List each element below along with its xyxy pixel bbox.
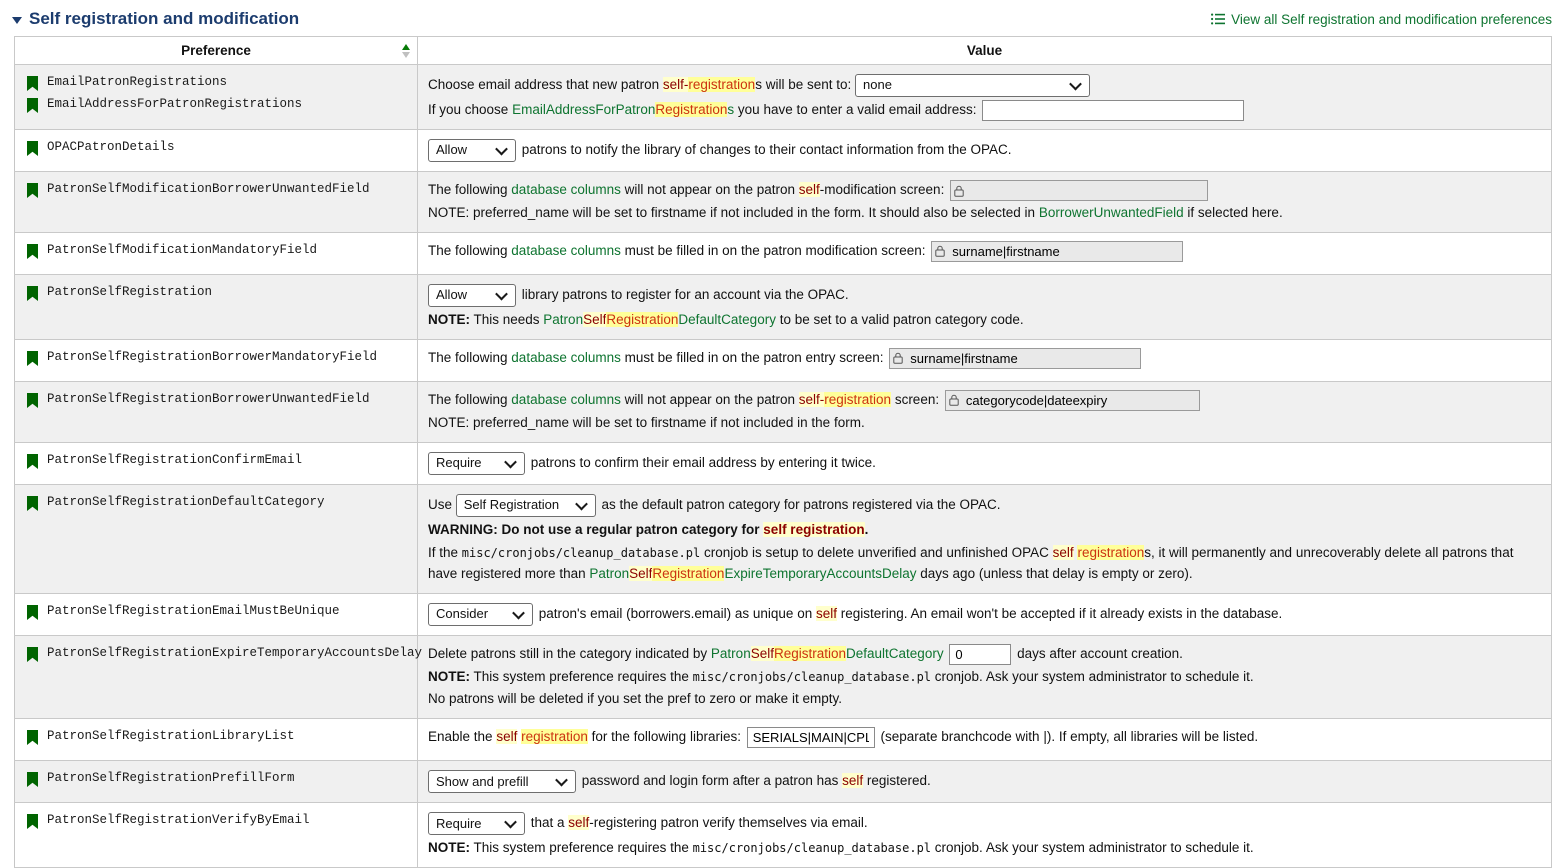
- preference-entry: [27, 813, 411, 832]
- select-value: Consider: [436, 605, 489, 621]
- value-line: Consider patron's email (borrowers.email) as unique on self registering. An email won't be accepted if it already exists in the database.: [428, 602, 1541, 627]
- preference-entry: [27, 729, 411, 748]
- preference-cell: [15, 484, 418, 593]
- value-cell: [418, 635, 1552, 719]
- locked-input-wrap: [943, 390, 1202, 411]
- column-header-value: [418, 37, 1552, 65]
- preference-cell: [15, 339, 418, 381]
- highlighted-term: Registration: [606, 311, 679, 327]
- bookmark-icon[interactable]: [27, 183, 38, 201]
- value-line: Enable the self registration for the following libraries: SERIALS|MAIN|CPL (separate branchcode with |). If empty, all libraries will be listed.: [428, 727, 1541, 748]
- preference-link[interactable]: Patron: [710, 645, 751, 661]
- preference-cell: [15, 719, 418, 761]
- section-title[interactable]: [12, 9, 299, 29]
- table-row: [15, 232, 1552, 274]
- value-line: Use Self Registration as the default patron category for patrons registered via the OPAC.: [428, 493, 1541, 518]
- value-line: Allow patrons to notify the library of changes to their contact information from the OPAC.: [428, 138, 1541, 163]
- locked-input-wrap: [929, 241, 1185, 262]
- value-cell: [418, 442, 1552, 484]
- preference-entry: [27, 604, 411, 623]
- value-select[interactable]: [428, 284, 516, 307]
- bold-text: NOTE:: [428, 311, 470, 327]
- table-row: [15, 803, 1552, 868]
- bookmark-icon[interactable]: [27, 244, 38, 262]
- preference-link[interactable]: Patron: [589, 565, 630, 581]
- view-all-link[interactable]: [1211, 12, 1552, 27]
- preference-name: PatronSelfModificationBorrowerUnwantedField: [47, 182, 370, 196]
- column-header-preference[interactable]: [15, 37, 418, 65]
- preference-entry: [27, 495, 411, 514]
- sort-control[interactable]: [402, 44, 410, 58]
- preference-cell: [15, 803, 418, 868]
- value-line: NOTE: This system preference requires the misc/cronjobs/cleanup_database.pl cronjob. Ask your system administrator to schedule it.: [428, 840, 1254, 856]
- table-row: [15, 65, 1552, 130]
- sort-asc-icon: [402, 44, 410, 50]
- value-line: Require patrons to confirm their email address by entering it twice.: [428, 451, 1541, 476]
- select-value: Show and prefill: [436, 773, 529, 789]
- preference-entry: [27, 75, 411, 94]
- value-cell: [418, 761, 1552, 803]
- value-line: No patrons will be deleted if you set the pref to zero or make it empty.: [428, 691, 842, 707]
- preference-entry: [27, 350, 411, 369]
- table-row: [15, 339, 1552, 381]
- value-line: The following database columns will not appear on the patron self-modification screen:: [428, 180, 1541, 201]
- preference-cell: [15, 274, 418, 339]
- highlighted-term: Registration: [655, 102, 728, 118]
- value-cell: [418, 484, 1552, 593]
- table-row: [15, 719, 1552, 761]
- bookmark-icon[interactable]: [27, 351, 38, 369]
- bold-text: .: [864, 521, 869, 537]
- highlighted-term: registration: [521, 729, 588, 745]
- locked-input-wrap: [887, 348, 1143, 369]
- value-select[interactable]: [428, 139, 516, 162]
- preference-name: PatronSelfRegistrationBorrowerUnwantedField: [47, 391, 370, 406]
- section-header-bar: [0, 0, 1566, 36]
- value-line: If you choose EmailAddressForPatronRegistrations you have to enter a valid email address:: [428, 100, 1541, 121]
- value-line: The following database columns must be filled in on the patron entry screen: surname|firstname: [428, 348, 1541, 369]
- preferences-table: [14, 36, 1552, 868]
- bookmark-icon[interactable]: [27, 76, 38, 94]
- value-input[interactable]: [982, 100, 1244, 121]
- highlighted-term: self: [798, 182, 820, 198]
- highlighted-term: Registration: [773, 645, 847, 661]
- preference-name: EmailAddressForPatronRegistrations: [47, 97, 303, 111]
- highlighted-term: registration: [1077, 544, 1145, 560]
- view-all-label: View all Self registration and modification preferences: [1231, 11, 1552, 27]
- preference-name: PatronSelfRegistrationDefaultCategory: [47, 494, 325, 509]
- bookmark-icon[interactable]: [27, 454, 38, 472]
- value-line: If the misc/cronjobs/cleanup_database.pl cronjob is setup to delete unverified and unfinished OPAC self registrations, it will permanently and unrecoverably delete all patrons that have registered more than PatronSelfRegistrationExpireTemporaryAccountsDelay days ago (unless that delay is empty or zero).: [428, 544, 1514, 581]
- value-line: The following database columns must be filled in on the patron modification screen: surname|firstname: [428, 241, 1541, 262]
- column-header-preference-label: Preference: [181, 43, 251, 58]
- highlighted-term: Registration: [652, 565, 725, 581]
- bookmark-icon[interactable]: [27, 647, 38, 665]
- preference-link[interactable]: database columns: [511, 349, 621, 365]
- value-cell: [418, 593, 1552, 635]
- preference-link[interactable]: EmailAddressForPatron: [512, 102, 656, 118]
- chevron-down-icon: [504, 816, 517, 829]
- highlighted-term: self: [568, 815, 590, 831]
- value-select[interactable]: [855, 74, 1090, 97]
- highlighted-term: self: [842, 773, 864, 789]
- select-value: Require: [436, 815, 482, 831]
- bookmark-icon[interactable]: [27, 814, 38, 832]
- table-row: [15, 442, 1552, 484]
- preference-cell: [15, 232, 418, 274]
- list-icon: [1211, 13, 1225, 25]
- select-value: Allow: [436, 287, 468, 303]
- highlighted-term: Self: [750, 645, 774, 661]
- highlighted-term: registration: [688, 77, 756, 93]
- value-line: NOTE: preferred_name will be set to firstname if not included in the form. It should also be selected in BorrowerUnwantedField if selected here.: [428, 205, 1283, 220]
- preference-entry: [27, 243, 411, 262]
- value-select[interactable]: [428, 452, 525, 475]
- column-header-value-label: Value: [966, 43, 1003, 58]
- value-select[interactable]: [428, 770, 576, 793]
- preference-entry: [27, 392, 411, 411]
- preference-name: OPACPatronDetails: [47, 140, 175, 154]
- preference-link[interactable]: s: [727, 102, 735, 118]
- bookmark-icon[interactable]: [27, 286, 38, 304]
- highlighted-term: Self: [583, 311, 607, 327]
- preference-link[interactable]: ExpireTemporaryAccountsDelay: [724, 565, 917, 581]
- section-title-label: Self registration and modification: [29, 9, 300, 28]
- sort-desc-icon: [402, 52, 410, 58]
- preference-entry: [27, 97, 411, 116]
- chevron-down-icon: [555, 774, 568, 787]
- bookmark-icon[interactable]: [27, 605, 38, 623]
- preference-cell: [15, 761, 418, 803]
- preference-name: PatronSelfRegistrationVerifyByEmail: [47, 813, 310, 828]
- value-line: Choose email address that new patron self-registrations will be sent to: none: [428, 73, 1541, 98]
- code-text: misc/cronjobs/cleanup_database.pl: [692, 669, 932, 684]
- table-row: [15, 635, 1552, 719]
- bold-text: WARNING: Do not use a regular patron category for: [428, 521, 764, 537]
- value-cell: [418, 172, 1552, 233]
- chevron-down-icon: [495, 288, 508, 301]
- table-row: [15, 484, 1552, 593]
- bookmark-icon[interactable]: [27, 98, 38, 116]
- preference-link[interactable]: BorrowerUnwantedField: [1038, 205, 1184, 220]
- table-row: [15, 172, 1552, 233]
- preference-name: PatronSelfModificationMandatoryField: [47, 242, 318, 257]
- value-select[interactable]: [456, 494, 596, 517]
- value-cell: [418, 381, 1552, 442]
- preference-entry: [27, 771, 411, 790]
- chevron-down-icon: [1069, 78, 1082, 91]
- preference-name: PatronSelfRegistrationEmailMustBeUnique: [47, 603, 340, 618]
- preference-name: PatronSelfRegistrationExpireTemporaryAccountsDelay: [47, 645, 423, 660]
- preference-cell: [15, 381, 418, 442]
- preference-cell: [15, 635, 423, 719]
- preference-cell: [15, 130, 418, 172]
- value-line: [428, 520, 1541, 541]
- value-line: Allow library patrons to register for an account via the OPAC.: [428, 283, 1541, 308]
- preference-link[interactable]: database columns: [511, 182, 621, 198]
- value-input[interactable]: [950, 180, 1208, 201]
- highlighted-term: self-: [662, 77, 689, 93]
- preference-link[interactable]: Patron: [543, 311, 584, 327]
- preference-entry: [27, 140, 411, 159]
- value-input[interactable]: [889, 348, 1141, 369]
- bookmark-icon[interactable]: [27, 772, 38, 790]
- bold-text: NOTE:: [428, 668, 470, 684]
- preference-link[interactable]: database columns: [511, 242, 621, 258]
- preference-name: EmailPatronRegistrations: [47, 75, 228, 89]
- preference-cell: [15, 172, 418, 233]
- preference-link[interactable]: DefaultCategory: [846, 645, 944, 661]
- value-line: Delete patrons still in the category indicated by PatronSelfRegistrationDefaultCategory 0 days after account creation.: [428, 644, 1541, 665]
- highlighted-term: self: [496, 729, 518, 745]
- preference-entry: [27, 645, 423, 665]
- value-cell: [418, 803, 1552, 868]
- bookmark-icon[interactable]: [27, 496, 38, 514]
- code-text: misc/cronjobs/cleanup_database.pl: [461, 545, 701, 560]
- preference-entry: [27, 182, 411, 201]
- bold-text: NOTE:: [428, 840, 470, 856]
- preference-name: PatronSelfRegistrationConfirmEmail: [47, 452, 303, 467]
- value-cell: [418, 274, 1552, 339]
- value-line: NOTE: This needs PatronSelfRegistrationDefaultCategory to be set to a valid patron category code.: [428, 311, 1024, 327]
- table-row: [15, 381, 1552, 442]
- value-line: NOTE: preferred_name will be set to firstname if not included in the form.: [428, 414, 865, 430]
- table-row: [15, 274, 1552, 339]
- preference-entry: [27, 285, 411, 304]
- chevron-down-icon: [504, 455, 517, 468]
- prefs-table-body: [15, 65, 1552, 868]
- select-value: Require: [436, 455, 482, 471]
- preference-cell: [15, 593, 418, 635]
- value-cell: [418, 232, 1552, 274]
- value-line: Require that a self-registering patron verify themselves via email.: [428, 811, 1541, 836]
- highlighted-term: self: [815, 605, 837, 621]
- value-cell: [418, 130, 1552, 172]
- highlighted-term: Self: [629, 565, 653, 581]
- preference-name: PatronSelfRegistration: [47, 284, 213, 299]
- highlighted-term: self-: [798, 391, 825, 407]
- table-header-row: [15, 37, 1552, 65]
- locked-input-wrap: [948, 180, 1210, 201]
- chevron-down-icon: [512, 606, 525, 619]
- value-select[interactable]: [428, 603, 533, 626]
- table-row: [15, 593, 1552, 635]
- chevron-down-icon: [575, 497, 588, 510]
- value-cell: [418, 339, 1552, 381]
- bookmark-icon[interactable]: [27, 730, 38, 748]
- preference-cell: [15, 65, 418, 130]
- select-value: Allow: [436, 142, 468, 158]
- highlighted-term: registration: [824, 391, 892, 407]
- value-cell: [418, 719, 1552, 761]
- collapse-caret-icon[interactable]: [12, 17, 22, 24]
- preference-name: PatronSelfRegistrationBorrowerMandatoryField: [47, 349, 378, 364]
- value-input[interactable]: [931, 241, 1183, 262]
- code-text: misc/cronjobs/cleanup_database.pl: [692, 841, 932, 856]
- value-line: Show and prefill password and login form after a patron has self registered.: [428, 769, 1541, 794]
- preference-name: PatronSelfRegistrationPrefillForm: [47, 771, 295, 786]
- highlighted-term: self: [1052, 544, 1074, 560]
- highlighted-term: self registration: [763, 521, 865, 537]
- preference-name: PatronSelfRegistrationLibraryList: [47, 729, 295, 744]
- value-input[interactable]: [747, 727, 875, 748]
- preference-link[interactable]: DefaultCategory: [678, 311, 776, 327]
- chevron-down-icon: [495, 143, 508, 156]
- preference-cell: [15, 442, 418, 484]
- select-value: Self Registration: [463, 497, 560, 513]
- value-select[interactable]: [428, 812, 525, 835]
- table-row: [15, 761, 1552, 803]
- preference-entry: [27, 453, 411, 472]
- preference-link[interactable]: database columns: [511, 391, 621, 407]
- value-input[interactable]: [945, 390, 1200, 411]
- bookmark-icon[interactable]: [27, 141, 38, 159]
- table-row: [15, 130, 1552, 172]
- value-cell: [418, 65, 1552, 130]
- value-input[interactable]: [949, 644, 1011, 665]
- value-line: NOTE: This system preference requires the misc/cronjobs/cleanup_database.pl cronjob. Ask your system administrator to schedule it.: [428, 668, 1254, 684]
- select-value: none: [863, 77, 892, 93]
- bookmark-icon[interactable]: [27, 393, 38, 411]
- value-line: The following database columns will not appear on the patron self-registration screen: categorycode|dateexpiry: [428, 390, 1541, 411]
